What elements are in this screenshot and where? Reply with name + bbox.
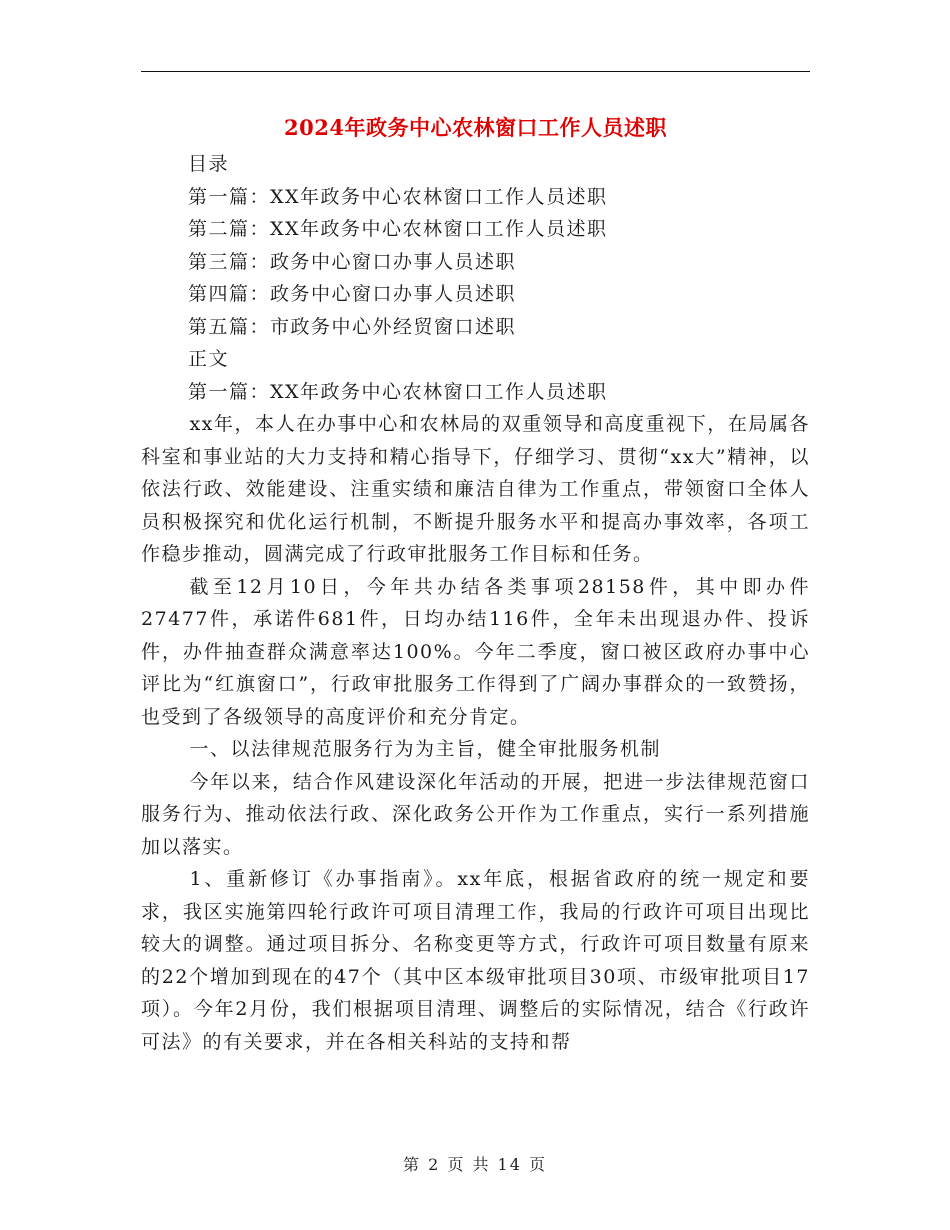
paragraph: 1、重新修订《办事指南》。xx年底，根据省政府的统一规定和要求，我区实施第四轮行政许可项目清理工作，我局的行政许可项目出现比较大的调整。通过项目拆分、名称变更等方式，行政许可项目数量有原来的22个增加到现在的47个（其中区本级审批项目30项、市级审批项目17项）。今年2月份，我们根据项目清理、调整后的实际情况，结合《行政许可法》的有关要求，并在各相关科站的支持和帮 [141, 868, 810, 1053]
toc-heading: 目录 [188, 153, 230, 175]
body-heading: 正文 [188, 348, 230, 370]
document-title: 2024年政务中心农林窗口工作人员述职 [284, 115, 667, 140]
toc-item: 第一篇：XX年政务中心农林窗口工作人员述职 [188, 185, 608, 208]
toc-item: 第五篇：市政务中心外经贸窗口述职 [188, 315, 517, 338]
document-body [141, 148, 810, 1058]
paragraph: 截至12月10日，今年共办结各类事项28158件，其中即办件27477件，承诺件681件，日均办结116件，全年未出现退办件、投诉件，办件抽查群众满意率达100%。今年二季度，窗口被区政府办事中心评比为“红旗窗口”，行政审批服务工作得到了广阔办事群众的一致赞扬，也受到了各级领导的高度评价和充分肯定。 [141, 575, 810, 728]
page-number-footer: 第 2 页 共 14 页 [403, 1155, 547, 1174]
part-heading: 第一篇：XX年政务中心农林窗口工作人员述职 [188, 380, 608, 403]
paragraph: 今年以来，结合作风建设深化年活动的开展，把进一步法律规范窗口服务行为、推动依法行政、深化政务公开作为工作重点，实行一系列措施加以落实。 [141, 770, 810, 858]
toc-item: 第四篇：政务中心窗口办事人员述职 [188, 283, 517, 305]
section-heading: 一、以法律规范服务行为为主旨，健全审批服务机制 [189, 738, 661, 760]
paragraph: xx年，本人在办事中心和农林局的双重领导和高度重视下，在局属各科室和事业站的大力支持和精心指导下，仔细学习、贯彻“xx大”精神，以依法行政、效能建设、注重实绩和廉洁自律为工作重点，带领窗口全体人员积极探究和优化运行机制，不断提升服务水平和提高办事效率，各项工作稳步推动，圆满完成了行政审批服务工作目标和任务。 [141, 413, 810, 565]
toc-item: 第二篇：XX年政务中心农林窗口工作人员述职 [188, 218, 608, 240]
toc-item: 第三篇：政务中心窗口办事人员述职 [188, 250, 517, 273]
header-rule [141, 71, 810, 72]
